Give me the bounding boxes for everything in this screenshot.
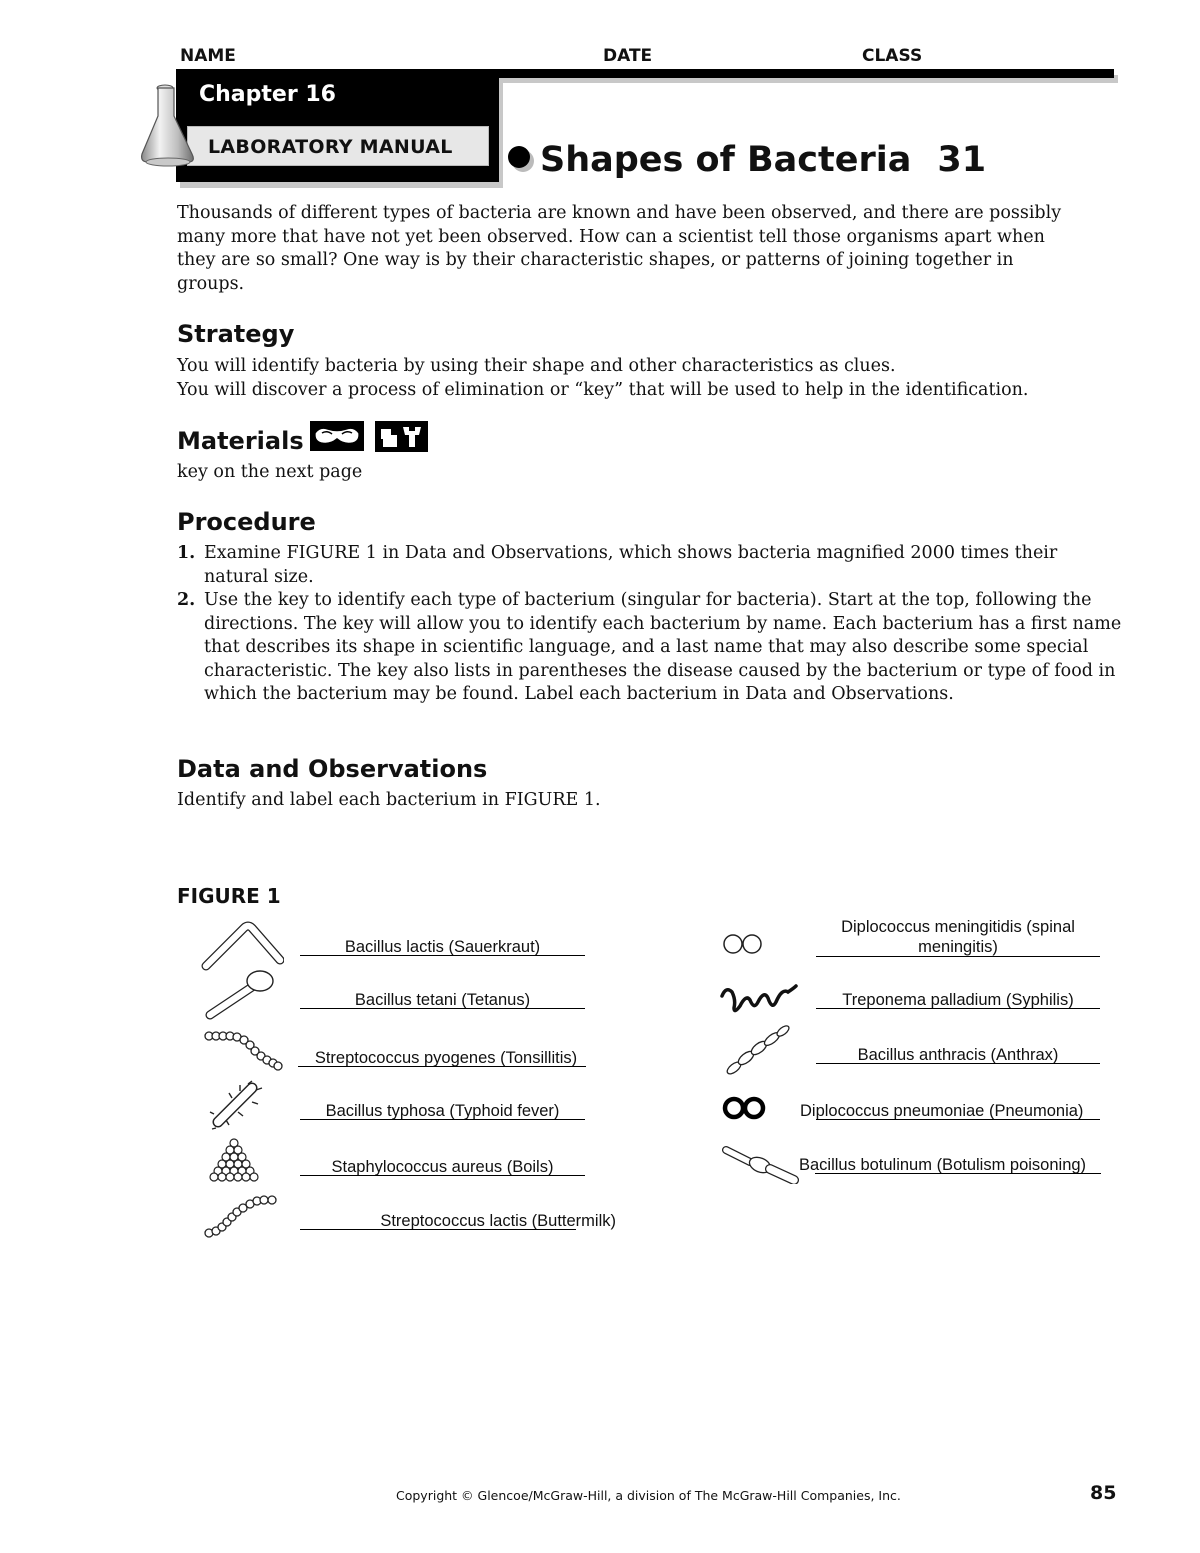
step-text: Use the key to identify each type of bacterium (singular for bacteria). Start at the top, following the directions. The key will allow you to identify each bacterium by name. Each bacterium has a first name that describes its shape in scientific language, and a last name that may also describe some special characteristic. The key also lists in parentheses the disease caused by the bacterium or type of food in which the bacterium may be found. Label each bacterium in Data and Observations. bbox=[204, 590, 1122, 704]
procedure-heading: Procedure bbox=[177, 508, 316, 536]
lab-manual-label: LABORATORY MANUAL bbox=[187, 126, 489, 166]
page-number: 85 bbox=[1090, 1482, 1117, 1504]
answer-text: Treponema palladium (Syphilis) bbox=[842, 991, 1074, 1009]
curved-cocci-chain-icon bbox=[202, 1193, 280, 1241]
answer-text: Diplococcus pneumoniae (Pneumonia) bbox=[800, 1102, 1084, 1120]
diplococcus-open-icon bbox=[721, 932, 765, 956]
copyright: Copyright © Glencoe/McGraw-Hill, a division of The McGraw-Hill Companies, Inc. bbox=[396, 1488, 901, 1503]
procedure-step bbox=[177, 542, 1122, 589]
answer-line bbox=[816, 1046, 1100, 1065]
answer-line bbox=[300, 991, 585, 1010]
answer-text: Bacillus tetani (Tetanus) bbox=[354, 991, 531, 1009]
rod-chain-icon bbox=[724, 1025, 792, 1077]
answer-line bbox=[816, 917, 1100, 957]
data-observations-heading: Data and Observations bbox=[177, 755, 488, 783]
answer-line bbox=[300, 1102, 585, 1121]
answer-text: Streptococcus lactis (Buttermilk) bbox=[380, 1212, 616, 1230]
answer-line bbox=[298, 1049, 594, 1068]
cocci-cluster-icon bbox=[207, 1138, 261, 1182]
flagellated-rod-icon bbox=[208, 1078, 266, 1130]
step-number: 1. bbox=[177, 543, 196, 563]
diplococcus-bold-icon bbox=[721, 1094, 769, 1122]
strategy-line-1: You will identify bacteria by using their shape and other characteristics as clues. bbox=[177, 356, 896, 376]
chapter-title: Chapter 16 bbox=[199, 82, 336, 107]
answer-line bbox=[300, 1158, 585, 1177]
bent-rod-icon bbox=[200, 920, 284, 972]
answer-text: meningitis) bbox=[918, 938, 998, 956]
answer-text: Streptococcus pyogenes (Tonsillitis) bbox=[314, 1049, 578, 1067]
flask-icon bbox=[138, 82, 200, 168]
cocci-chain-icon bbox=[203, 1027, 283, 1073]
procedure-list bbox=[177, 542, 1122, 707]
answer-line bbox=[816, 991, 1100, 1010]
materials-heading: Materials bbox=[177, 427, 304, 455]
answer-line bbox=[800, 1102, 1125, 1121]
class-label: CLASS bbox=[862, 46, 923, 66]
lab-title-text: Shapes of Bacteria bbox=[540, 140, 912, 180]
step-text: Examine FIGURE 1 in Data and Observations, which shows bacteria magnified 2000 times their natural size. bbox=[204, 543, 1058, 587]
answer-line bbox=[300, 938, 585, 957]
step-number: 2. bbox=[177, 590, 196, 610]
date-label: DATE bbox=[603, 46, 653, 66]
lab-title bbox=[508, 140, 986, 180]
lab-number: 31 bbox=[937, 140, 987, 180]
answer-text: Bacillus typhosa (Typhoid fever) bbox=[325, 1102, 560, 1120]
answer-line bbox=[300, 1212, 616, 1231]
answer-text: Diplococcus meningitidis (spinal bbox=[841, 918, 1075, 936]
procedure-step bbox=[177, 589, 1122, 707]
spiral-icon bbox=[718, 982, 800, 1016]
answer-text: Bacillus botulinum (Botulism poisoning) bbox=[799, 1156, 1087, 1174]
materials-text: key on the next page bbox=[177, 462, 363, 482]
goggles-icon bbox=[310, 421, 364, 451]
answer-text: Staphylococcus aureus (Boils) bbox=[331, 1158, 554, 1176]
drumstick-rod-icon bbox=[202, 967, 280, 1023]
name-label: NAME bbox=[180, 46, 236, 66]
answer-text: Bacillus anthracis (Anthrax) bbox=[857, 1046, 1059, 1064]
answer-line bbox=[799, 1156, 1126, 1175]
answer-line-2 bbox=[816, 937, 1100, 957]
spore-rod-icon bbox=[722, 1142, 800, 1184]
answer-text: Bacillus lactis (Sauerkraut) bbox=[344, 938, 541, 956]
data-observations-text: Identify and label each bacterium in FIGURE 1. bbox=[177, 790, 601, 810]
title-bullet bbox=[508, 146, 530, 168]
intro-paragraph: Thousands of different types of bacteria are known and have been observed, and there are possibly many more that have not yet been observed. How can a scientist tell those organisms apart when they are so small? One way is by their characteristic shapes, or patterns of joining together in groups. bbox=[177, 203, 1062, 294]
lab-apron-icon bbox=[375, 421, 428, 452]
strategy-text bbox=[177, 355, 1117, 402]
figure-label: FIGURE 1 bbox=[177, 884, 281, 908]
strategy-line-2: You will discover a process of elimination or “key” that will be used to help in the identification. bbox=[177, 379, 1029, 400]
strategy-heading: Strategy bbox=[177, 320, 295, 348]
